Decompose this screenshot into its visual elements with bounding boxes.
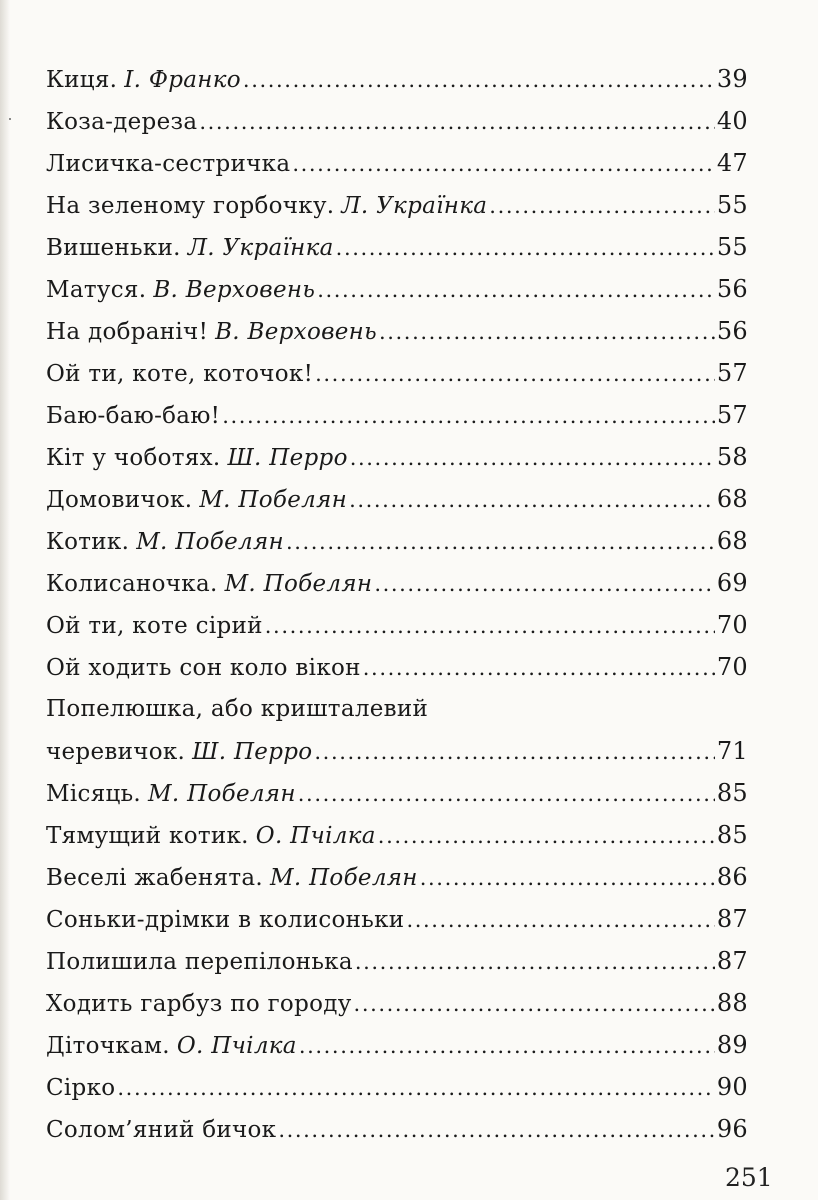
toc-entry bbox=[46, 1066, 748, 1108]
entry-page-number: 69 bbox=[716, 569, 748, 597]
toc-line bbox=[46, 520, 748, 562]
toc-entry bbox=[46, 520, 748, 562]
entry-author: Л. Українка bbox=[187, 235, 334, 261]
entry-page-number: 55 bbox=[716, 233, 748, 261]
dot-leader bbox=[292, 143, 715, 185]
toc-entry bbox=[46, 940, 748, 982]
entry-page-number: 85 bbox=[716, 821, 748, 849]
toc-line bbox=[46, 352, 748, 394]
dot-leader bbox=[243, 59, 715, 101]
entry-title: Домовичок. bbox=[46, 487, 193, 513]
dot-leader bbox=[314, 731, 714, 773]
toc-entry bbox=[46, 436, 748, 478]
dot-leader bbox=[406, 899, 714, 941]
entry-title: Лисичка-сестричка bbox=[46, 151, 291, 177]
dot-leader bbox=[298, 773, 715, 815]
entry-title: Вишеньки. bbox=[46, 235, 181, 261]
entry-page-number: 70 bbox=[716, 611, 748, 639]
entry-author: І. Франко bbox=[124, 67, 241, 93]
toc-line bbox=[46, 604, 748, 646]
entry-page-number: 90 bbox=[716, 1073, 748, 1101]
dot-leader bbox=[489, 185, 715, 227]
toc-line bbox=[46, 730, 748, 772]
entry-page-number: 57 bbox=[716, 359, 748, 387]
entry-title: Соньки-дрімки в колисоньки bbox=[46, 907, 405, 933]
dot-leader bbox=[363, 647, 715, 689]
toc-line bbox=[46, 58, 748, 100]
entry-title: черевичок. bbox=[46, 739, 186, 765]
toc-line bbox=[46, 100, 748, 142]
entry-page-number: 96 bbox=[716, 1115, 748, 1143]
toc-line bbox=[46, 1066, 748, 1108]
entry-title-first-line: Попелюшка, або кришталевий bbox=[46, 696, 429, 722]
entry-title: Ой ти, коте сірий bbox=[46, 613, 263, 639]
dot-leader bbox=[317, 269, 715, 311]
entry-author: В. Верховень bbox=[215, 319, 377, 345]
toc-line bbox=[46, 226, 748, 268]
toc-entry bbox=[46, 772, 748, 814]
entry-page-number: 70 bbox=[716, 653, 748, 681]
toc-line bbox=[46, 940, 748, 982]
entry-title: Веселі жабенята. bbox=[46, 865, 263, 891]
entry-title: Ой ти, коте, коточок! bbox=[46, 361, 314, 387]
toc-entry bbox=[46, 1108, 748, 1150]
entry-author: М. Побелян bbox=[199, 487, 348, 513]
entry-title: Діточкам. bbox=[46, 1033, 170, 1059]
dot-leader bbox=[354, 983, 715, 1025]
toc-line bbox=[46, 142, 748, 184]
entry-title: Полишила перепілонька bbox=[46, 949, 353, 975]
toc-entry bbox=[46, 814, 748, 856]
entry-author: Ш. Перро bbox=[227, 445, 348, 471]
toc-entry bbox=[46, 982, 748, 1024]
entry-page-number: 89 bbox=[716, 1031, 748, 1059]
entry-title: На зеленому горбочку. bbox=[46, 193, 335, 219]
dot-leader bbox=[349, 479, 715, 521]
entry-page-number: 87 bbox=[716, 905, 748, 933]
entry-author: М. Побелян bbox=[270, 865, 418, 891]
entry-author: О. Пчілка bbox=[176, 1033, 297, 1059]
toc-line bbox=[46, 772, 748, 814]
entry-page-number: 86 bbox=[716, 863, 748, 891]
page-number: 251 bbox=[725, 1163, 773, 1192]
dot-leader bbox=[378, 815, 715, 857]
entry-title: Ходить гарбуз по городу bbox=[46, 991, 352, 1017]
toc-line bbox=[46, 478, 748, 520]
dot-leader bbox=[299, 1025, 715, 1067]
toc-entry bbox=[46, 352, 748, 394]
toc-line bbox=[46, 310, 748, 352]
entry-page-number: 68 bbox=[716, 527, 748, 555]
dot-leader bbox=[315, 353, 715, 395]
dot-leader bbox=[350, 437, 715, 479]
toc-entry bbox=[46, 226, 748, 268]
dot-leader bbox=[265, 605, 715, 647]
entry-page-number: 68 bbox=[716, 485, 748, 513]
toc-line bbox=[46, 898, 748, 940]
entry-title: Киця. bbox=[46, 67, 118, 93]
toc-entry bbox=[46, 58, 748, 100]
entry-author: В. Верховень bbox=[153, 277, 316, 303]
toc-entry bbox=[46, 604, 748, 646]
entry-page-number: 56 bbox=[716, 275, 748, 303]
entry-page-number: 57 bbox=[716, 401, 748, 429]
dot-leader bbox=[117, 1067, 714, 1109]
entry-title: Баю-баю-баю! bbox=[46, 403, 221, 429]
entry-title: Кіт у чоботях. bbox=[46, 445, 221, 471]
entry-author: Ш. Перро bbox=[192, 739, 313, 765]
toc-entry bbox=[46, 688, 748, 772]
dot-leader bbox=[374, 563, 715, 605]
toc-entry bbox=[46, 142, 748, 184]
dot-leader bbox=[286, 521, 715, 563]
entry-title: Солом’яний бичок bbox=[46, 1117, 277, 1143]
dot-leader bbox=[379, 311, 715, 353]
table-of-contents bbox=[46, 58, 748, 1150]
entry-page-number: 71 bbox=[716, 737, 748, 765]
entry-author: М. Побелян bbox=[148, 781, 296, 807]
toc-entry bbox=[46, 1024, 748, 1066]
entry-author: Л. Українка bbox=[341, 193, 488, 219]
toc-entry bbox=[46, 856, 748, 898]
entry-page-number: 55 bbox=[716, 191, 748, 219]
toc-entry bbox=[46, 100, 748, 142]
toc-line bbox=[46, 856, 748, 898]
entry-page-number: 85 bbox=[716, 779, 748, 807]
toc-line bbox=[46, 1108, 748, 1150]
dot-leader bbox=[222, 395, 715, 437]
entry-title: Тямущий котик. bbox=[46, 823, 249, 849]
entry-title: Котик. bbox=[46, 529, 130, 555]
entry-page-number: 47 bbox=[716, 149, 748, 177]
dot-leader bbox=[199, 101, 715, 143]
entry-title: Сірко bbox=[46, 1075, 116, 1101]
toc-entry bbox=[46, 562, 748, 604]
entry-title: Місяць. bbox=[46, 781, 142, 807]
toc-entry bbox=[46, 898, 748, 940]
entry-title: Коза-дереза bbox=[46, 109, 198, 135]
entry-page-number: 87 bbox=[716, 947, 748, 975]
toc-line bbox=[46, 184, 748, 226]
toc-line bbox=[46, 562, 748, 604]
entry-page-number: 88 bbox=[716, 989, 748, 1017]
toc-entry bbox=[46, 184, 748, 226]
toc-line bbox=[46, 1024, 748, 1066]
toc-line bbox=[46, 436, 748, 478]
toc-line bbox=[46, 268, 748, 310]
entry-page-number: 40 bbox=[716, 107, 748, 135]
toc-entry bbox=[46, 646, 748, 688]
toc-line bbox=[46, 394, 748, 436]
toc-entry bbox=[46, 310, 748, 352]
toc-entry bbox=[46, 268, 748, 310]
entry-author: М. Побелян bbox=[136, 529, 284, 555]
entry-page-number: 56 bbox=[716, 317, 748, 345]
dot-leader bbox=[278, 1109, 715, 1151]
entry-author: М. Побелян bbox=[224, 571, 373, 597]
entry-page-number: 58 bbox=[716, 443, 748, 471]
toc-line bbox=[46, 814, 748, 856]
dot-leader bbox=[336, 227, 715, 269]
entry-title: Ой ходить сон коло вікон bbox=[46, 655, 361, 681]
entry-title: Матуся. bbox=[46, 277, 147, 303]
paper-speck bbox=[9, 118, 11, 120]
dot-leader bbox=[355, 941, 715, 983]
dot-leader bbox=[420, 857, 715, 899]
toc-line bbox=[46, 982, 748, 1024]
entry-author: О. Пчілка bbox=[255, 823, 376, 849]
entry-title: Колисаночка. bbox=[46, 571, 218, 597]
toc-line bbox=[46, 646, 748, 688]
entry-page-number: 39 bbox=[716, 65, 748, 93]
page-edge-shadow bbox=[0, 0, 10, 1200]
entry-title: На добраніч! bbox=[46, 319, 209, 345]
toc-entry bbox=[46, 394, 748, 436]
toc-entry bbox=[46, 478, 748, 520]
